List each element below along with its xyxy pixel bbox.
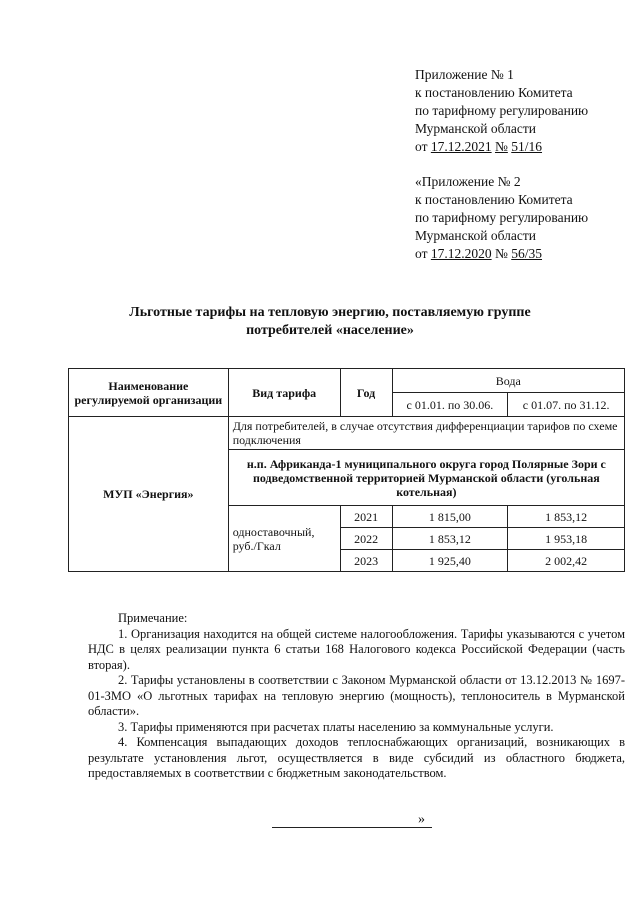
header-period-2: с 01.07. по 31.12. [508,393,625,417]
row-h2: 1 953,18 [508,528,625,550]
row-h1: 1 815,00 [392,506,508,528]
locality-text: н.п. Африканда-1 муниципального округа город Полярные Зори с подведомственной территорией Мурманской области (угольная котельная) [228,450,624,506]
tariff-table [68,368,625,572]
closing-quote: » [418,812,425,827]
notes-heading: Примечание: [118,611,188,625]
appendix-2-number: 56/35 [511,246,543,261]
org-name: МУП «Энергия» [69,417,229,572]
note-item-1: 1. Организация находится на общей системе налогообложения. Тарифы указываются с учетом НДС в целях реализации пункта 6 статьи 168 Налогового кодекса Российской Федерации (часть вторая). [88,626,625,672]
tariff-kind: одноставочный, руб./Гкал [228,506,340,572]
note-item-3: 3. Тарифы применяются при расчетах платы населению за коммунальные услуги. [118,719,554,734]
header-water: Вода [392,369,624,393]
note-item-2: 2. Тарифы установлены в соответствии с Законом Мурманской области от 13.12.2013 № 1697-01-ЗМО «О льготных тарифах на тепловую энергию (мощность), теплоноситель в Мурманской области». [88,673,625,718]
appendix-1-number: 51/16 [511,139,543,154]
header-year: Год [340,369,392,417]
appendix-1-date: 17.12.2021 [430,139,492,154]
appendix-2-line1: «Приложение № 2 [415,174,521,189]
header-org: Наименование регулируемой организации [69,369,229,417]
appendix-1-line2: к постановлению Комитета [415,85,573,100]
appendix-1-line3: по тарифному регулированию [415,103,589,118]
closing-line [272,817,432,828]
appendix-2-header [415,173,588,263]
appendix-1-line4: Мурманской области [415,121,536,136]
title-line1: Льготные тарифы на тепловую энергию, поставляемую группе [129,305,531,320]
appendix-1-date-line [415,138,588,156]
appendix-2-from: от [415,246,428,261]
row-year: 2023 [340,550,392,572]
row-h2: 1 853,12 [508,506,625,528]
appendix-1-num-sign: № [494,139,508,154]
row-h2: 2 002,42 [508,550,625,572]
row-h1: 1 853,12 [392,528,508,550]
appendix-2-line3: по тарифному регулированию [415,210,589,225]
note-item-4: 4. Компенсация выпадающих доходов теплоснабжающих организаций, возникающих в результате установления льгот, осуществляется в виде субсидий из областного бюджета, предоставляемых в соответствии с бюджетным законодательством. [88,735,625,780]
appendix-1-line1: Приложение № 1 [415,67,514,82]
appendix-1-header [415,66,588,156]
row-h1: 1 925,40 [392,550,508,572]
appendix-2-num-sign: № [494,246,508,261]
header-period-1: с 01.01. по 30.06. [392,393,508,417]
document-title [60,304,600,340]
appendix-2-line4: Мурманской области [415,228,536,243]
appendix-2-date-line [415,245,588,263]
appendix-2-line2: к постановлению Комитета [415,192,573,207]
notes-section [88,611,625,782]
header-tariff-type: Вид тарифа [228,369,340,417]
row-year: 2021 [340,506,392,528]
row-year: 2022 [340,528,392,550]
appendix-2-date: 17.12.2020 [430,246,492,261]
condition-text: Для потребителей, в случае отсутствия дифференциации тарифов по схеме подключения [228,417,624,450]
appendix-1-from: от [415,139,428,154]
title-line2: потребителей «население» [246,323,414,338]
